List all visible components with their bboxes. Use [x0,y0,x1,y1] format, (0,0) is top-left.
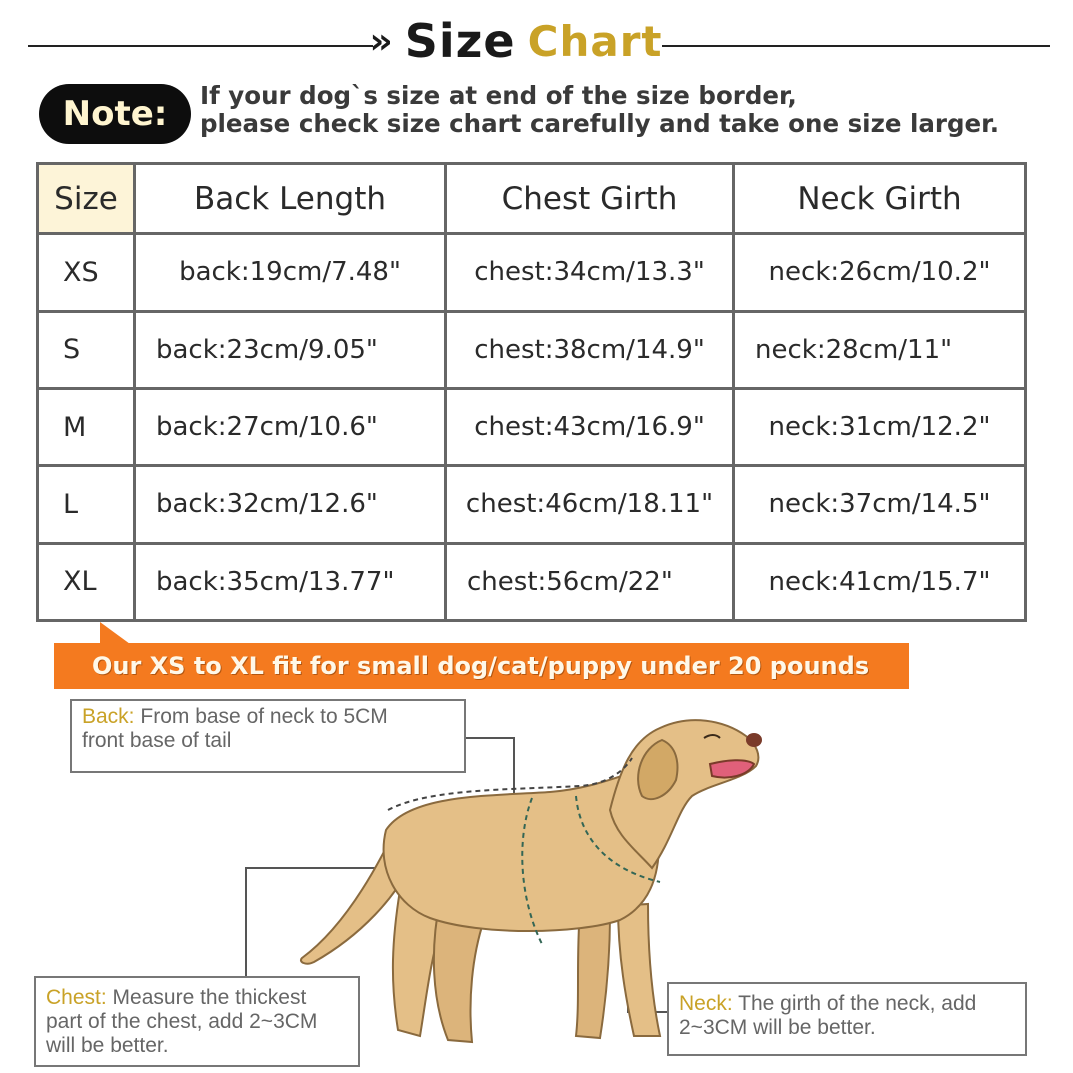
header-neck-girth: Neck Girth [734,164,1026,234]
back-info-label: Back: [82,705,135,728]
back-cell: back:32cm/12.6" [135,466,446,543]
neck-info-text-2: 2~3CM will be better. [679,1016,876,1039]
chest-info-text-2: part of the chest, add 2~3CM [46,1010,318,1033]
neck-cell: neck:31cm/12.2" [734,388,1026,465]
chest-cell: chest:43cm/16.9" [446,388,734,465]
back-info-text-2: front base of tail [82,729,232,752]
chest-cell: chest:56cm/22" [446,543,734,620]
note-badge: Note: [39,84,191,144]
back-info-box [70,699,466,773]
note-line-2: please check size chart carefully and take one size larger. [200,109,1000,138]
neck-info-box [667,982,1027,1056]
header-size: Size [38,164,135,234]
neck-cell: neck:37cm/14.5" [734,466,1026,543]
double-chevron-icon: » [369,20,393,62]
size-cell: L [38,466,135,543]
chest-info-box [34,976,360,1067]
back-cell: back:23cm/9.05" [135,311,446,388]
back-cell: back:19cm/7.48" [135,234,446,311]
chest-info-label: Chest: [46,986,107,1009]
header-back-length: Back Length [135,164,446,234]
neck-cell: neck:26cm/10.2" [734,234,1026,311]
chest-info-text-1: Measure the thickest [112,986,307,1009]
back-cell: back:35cm/13.77" [135,543,446,620]
neck-cell: neck:28cm/11" [734,311,1026,388]
chest-info-text-3: will be better. [46,1034,169,1057]
note-line-1: If your dog`s size at end of the size border, [200,81,797,110]
back-cell: back:27cm/10.6" [135,388,446,465]
chest-cell: chest:38cm/14.9" [446,311,734,388]
back-info-text-1: From base of neck to 5CM [140,705,388,728]
size-cell: XS [38,234,135,311]
size-cell: S [38,311,135,388]
chest-cell: chest:46cm/18.11" [446,466,734,543]
title-word-chart: Chart [527,16,663,66]
size-cell: M [38,388,135,465]
size-cell: XL [38,543,135,620]
chest-cell: chest:34cm/13.3" [446,234,734,311]
fit-banner: Our XS to XL fit for small dog/cat/puppy under 20 pounds [54,643,909,689]
neck-cell: neck:41cm/15.7" [734,543,1026,620]
neck-info-text-1: The girth of the neck, add [738,992,977,1015]
title-word-size: Size [404,14,516,68]
neck-info-label: Neck: [679,992,733,1015]
header-chest-girth: Chest Girth [446,164,734,234]
